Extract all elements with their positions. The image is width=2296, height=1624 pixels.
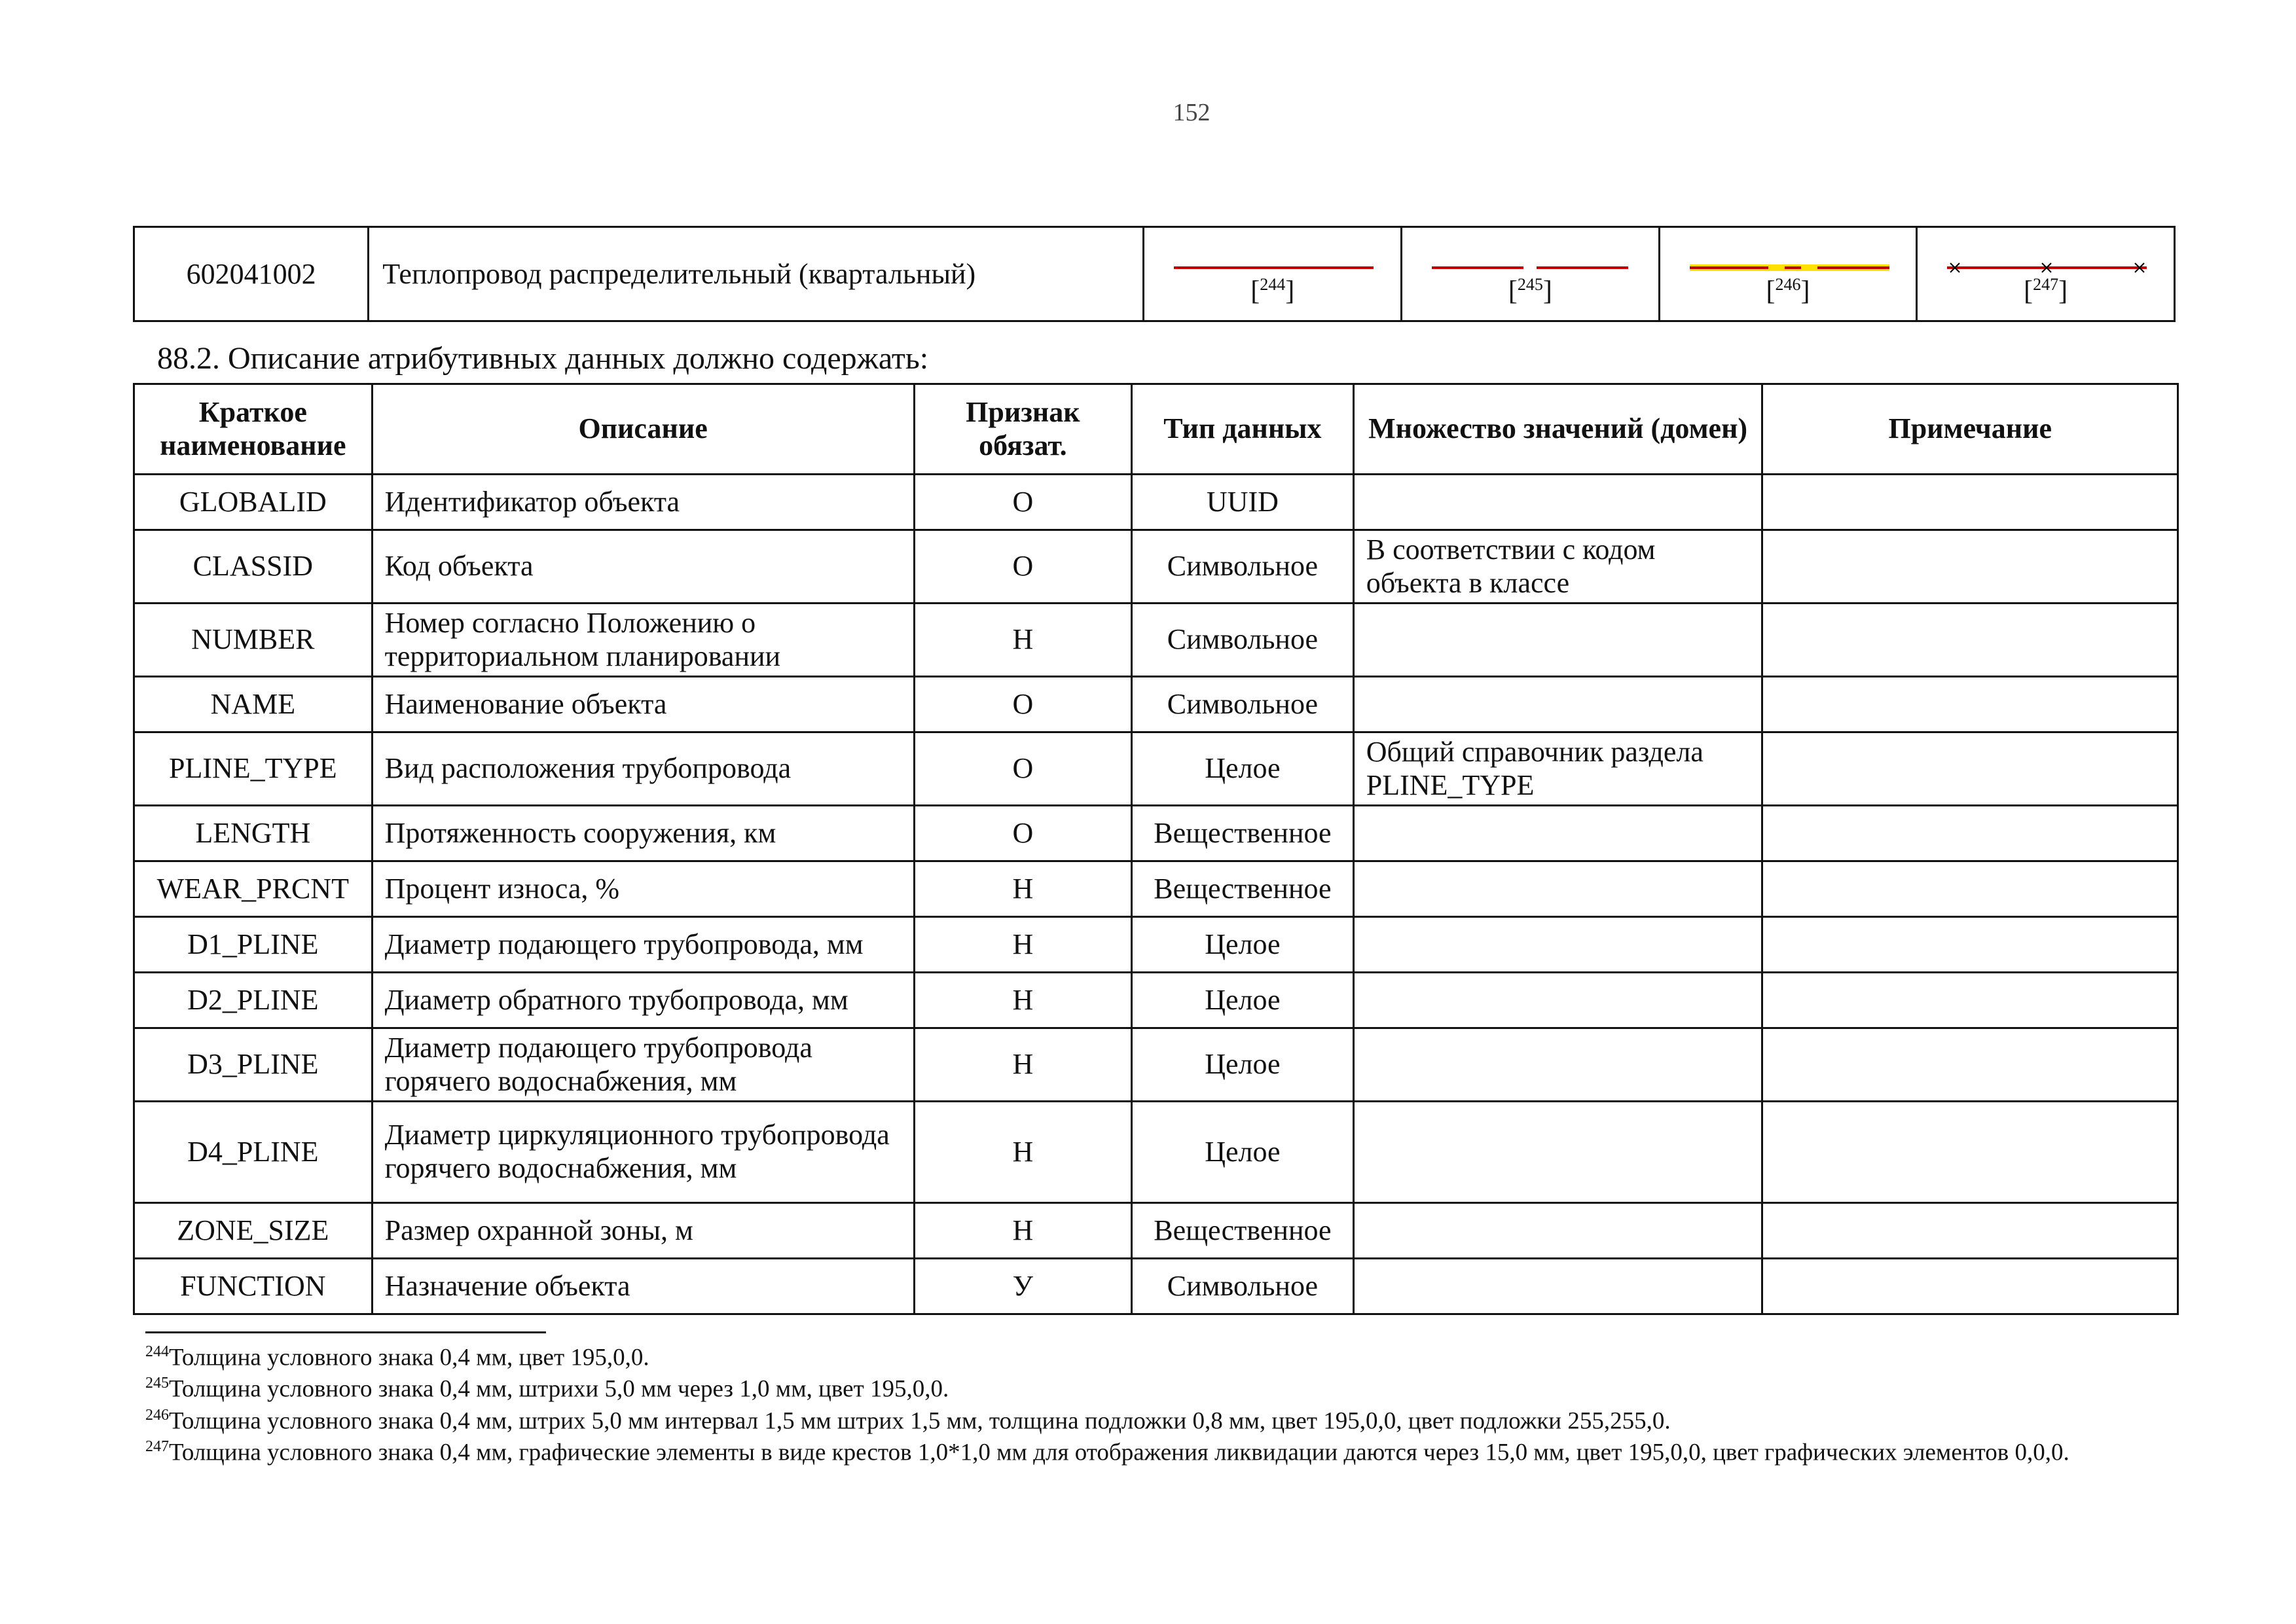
- attribute-table: [133, 383, 2179, 1315]
- attr-required: У: [914, 1259, 1131, 1314]
- attr-note: [1762, 604, 2178, 677]
- attr-data-type: UUID: [1132, 475, 1354, 530]
- attr-note: [1762, 1028, 2178, 1102]
- symbol-ref: [$^{244}$]: [1250, 274, 1295, 306]
- attr-domain: [1353, 917, 1762, 973]
- attr-data-type: Символьное: [1132, 1259, 1354, 1314]
- symbol-ref-number: 245: [1517, 274, 1543, 294]
- attr-short-name: NAME: [134, 677, 373, 732]
- attr-description: Назначение объекта: [372, 1259, 914, 1314]
- table-row: [134, 1028, 2178, 1102]
- attr-description: Диаметр обратного трубопровода, мм: [372, 973, 914, 1028]
- page-number: 152: [1173, 99, 1211, 126]
- footnote-number: 244: [145, 1343, 169, 1360]
- attr-domain: [1353, 604, 1762, 677]
- table-row: [134, 677, 2178, 732]
- attr-data-type: Вещественное: [1132, 806, 1354, 861]
- footnote-text: Толщина условного знака 0,4 мм, графические элементы в виде крестов 1,0*1,0 мм для отображения ликвидации даются через 15,0 мм, цвет 195,0,0, цвет графических элементов 0,0,0.: [169, 1439, 2069, 1466]
- footnotes: [145, 1342, 2175, 1469]
- attr-domain: [1353, 973, 1762, 1028]
- attr-short-name: WEAR_PRCNT: [134, 861, 373, 917]
- attr-domain: [1353, 1028, 1762, 1102]
- attr-domain: [1353, 806, 1762, 861]
- attr-description: Диаметр подающего трубопровода горячего водоснабжения, мм: [372, 1028, 914, 1102]
- attr-note: [1762, 861, 2178, 917]
- attr-short-name: GLOBALID: [134, 475, 373, 530]
- footnote-text: Толщина условного знака 0,4 мм, штрих 5,0 мм интервал 1,5 мм штрих 1,5 мм, толщина подложки 0,8 мм, цвет 195,0,0, цвет подложки 255,255,0.: [169, 1407, 1671, 1435]
- attr-note: [1762, 530, 2178, 604]
- attr-note: [1762, 806, 2178, 861]
- table-row: [134, 604, 2178, 677]
- attr-required: Н: [914, 1102, 1131, 1203]
- symbol-cell-245: [1402, 227, 1660, 321]
- attr-description: Диаметр подающего трубопровода, мм: [372, 917, 914, 973]
- symbol-cell-247: [1917, 227, 2175, 321]
- header-domain: Множество значений (домен): [1353, 384, 1762, 475]
- attr-note: [1762, 1102, 2178, 1203]
- attr-data-type: Целое: [1132, 917, 1354, 973]
- attr-domain: [1353, 677, 1762, 732]
- attr-domain: [1353, 1203, 1762, 1259]
- footnote-number: 245: [145, 1375, 169, 1392]
- attr-domain: [1353, 475, 1762, 530]
- attr-required: О: [914, 677, 1131, 732]
- attr-required: О: [914, 732, 1131, 806]
- symbol-cell-246: [1659, 227, 1917, 321]
- footnote-number: 247: [145, 1438, 169, 1456]
- attr-note: [1762, 1259, 2178, 1314]
- attr-data-type: Целое: [1132, 732, 1354, 806]
- attr-required: Н: [914, 917, 1131, 973]
- symbol-ref-number: 244: [1260, 274, 1286, 294]
- attr-data-type: Вещественное: [1132, 861, 1354, 917]
- section-title: 88.2. Описание атрибутивных данных должно содержать:: [157, 341, 929, 376]
- attr-data-type: Символьное: [1132, 604, 1354, 677]
- attr-domain: [1353, 861, 1762, 917]
- attr-required: О: [914, 475, 1131, 530]
- attr-description: Размер охранной зоны, м: [372, 1203, 914, 1259]
- header-required: Признак обязат.: [914, 384, 1131, 475]
- footnote-divider: [145, 1331, 546, 1333]
- table-row: [134, 475, 2178, 530]
- attr-data-type: Целое: [1132, 1028, 1354, 1102]
- attr-note: [1762, 1203, 2178, 1259]
- attr-domain: [1353, 1259, 1762, 1314]
- symbol-ref: [$^{245}$]: [1508, 274, 1552, 306]
- footnote-number: 246: [145, 1406, 169, 1424]
- footnote: [145, 1405, 2175, 1437]
- table-row: [134, 917, 2178, 973]
- attr-description: Наименование объекта: [372, 677, 914, 732]
- attr-description: Диаметр циркуляционного трубопровода горячего водоснабжения, мм: [372, 1102, 914, 1203]
- attr-description: Процент износа, %: [372, 861, 914, 917]
- table-row: [134, 806, 2178, 861]
- attr-note: [1762, 475, 2178, 530]
- table-row: [134, 732, 2178, 806]
- attr-required: Н: [914, 1203, 1131, 1259]
- symbol-ref-number: 247: [2033, 274, 2059, 294]
- object-name: Теплопровод распределительный (квартальный): [369, 227, 1144, 321]
- table-header-row: [134, 384, 2178, 475]
- symbol-ref: [$^{247}$]: [2024, 274, 2068, 306]
- attr-domain: [1353, 1102, 1762, 1203]
- attr-required: Н: [914, 973, 1131, 1028]
- attr-short-name: PLINE_TYPE: [134, 732, 373, 806]
- attr-description: Код объекта: [372, 530, 914, 604]
- table-row: [134, 1259, 2178, 1314]
- attr-required: Н: [914, 604, 1131, 677]
- attr-required: Н: [914, 1028, 1131, 1102]
- attr-short-name: CLASSID: [134, 530, 373, 604]
- attr-required: Н: [914, 861, 1131, 917]
- header-short-name: Краткое наименование: [134, 384, 373, 475]
- attr-short-name: NUMBER: [134, 604, 373, 677]
- attr-data-type: Символьное: [1132, 677, 1354, 732]
- attr-note: [1762, 917, 2178, 973]
- attr-description: Протяженность сооружения, км: [372, 806, 914, 861]
- attr-data-type: Вещественное: [1132, 1203, 1354, 1259]
- footnote-text: Толщина условного знака 0,4 мм, штрихи 5,0 мм через 1,0 мм, цвет 195,0,0.: [169, 1375, 949, 1403]
- object-code: 602041002: [134, 227, 369, 321]
- symbol-ref: [$^{246}$]: [1766, 274, 1810, 306]
- table-row: [134, 973, 2178, 1028]
- header-description: Описание: [372, 384, 914, 475]
- table-row: [134, 1102, 2178, 1203]
- header-data-type: Тип данных: [1132, 384, 1354, 475]
- attr-domain: В соответствии с кодом объекта в классе: [1353, 530, 1762, 604]
- attr-description: Номер согласно Положению о территориальном планировании: [372, 604, 914, 677]
- attr-description: Вид расположения трубопровода: [372, 732, 914, 806]
- attr-short-name: D1_PLINE: [134, 917, 373, 973]
- attr-short-name: D4_PLINE: [134, 1102, 373, 1203]
- attr-note: [1762, 677, 2178, 732]
- attr-data-type: Целое: [1132, 973, 1354, 1028]
- attr-short-name: FUNCTION: [134, 1259, 373, 1314]
- attr-required: О: [914, 806, 1131, 861]
- table-row: [134, 1203, 2178, 1259]
- attr-short-name: ZONE_SIZE: [134, 1203, 373, 1259]
- table-row: [134, 861, 2178, 917]
- footnote-text: Толщина условного знака 0,4 мм, цвет 195,0,0.: [169, 1344, 649, 1371]
- attr-description: Идентификатор объекта: [372, 475, 914, 530]
- attr-data-type: Целое: [1132, 1102, 1354, 1203]
- attr-short-name: LENGTH: [134, 806, 373, 861]
- attr-required: О: [914, 530, 1131, 604]
- footnote: [145, 1373, 2175, 1405]
- footnote: [145, 1342, 2175, 1373]
- attr-data-type: Символьное: [1132, 530, 1354, 604]
- attr-note: [1762, 973, 2178, 1028]
- symbol-cell-244: [1144, 227, 1402, 321]
- attr-short-name: D3_PLINE: [134, 1028, 373, 1102]
- attr-note: [1762, 732, 2178, 806]
- table-row: [134, 530, 2178, 604]
- attr-domain: Общий справочник раздела PLINE_TYPE: [1353, 732, 1762, 806]
- header-note: Примечание: [1762, 384, 2178, 475]
- footnote: [145, 1437, 2175, 1468]
- symbol-ref-number: 246: [1775, 274, 1801, 294]
- attr-short-name: D2_PLINE: [134, 973, 373, 1028]
- symbol-table: [133, 226, 2176, 322]
- symbol-table-row: [134, 227, 2175, 321]
